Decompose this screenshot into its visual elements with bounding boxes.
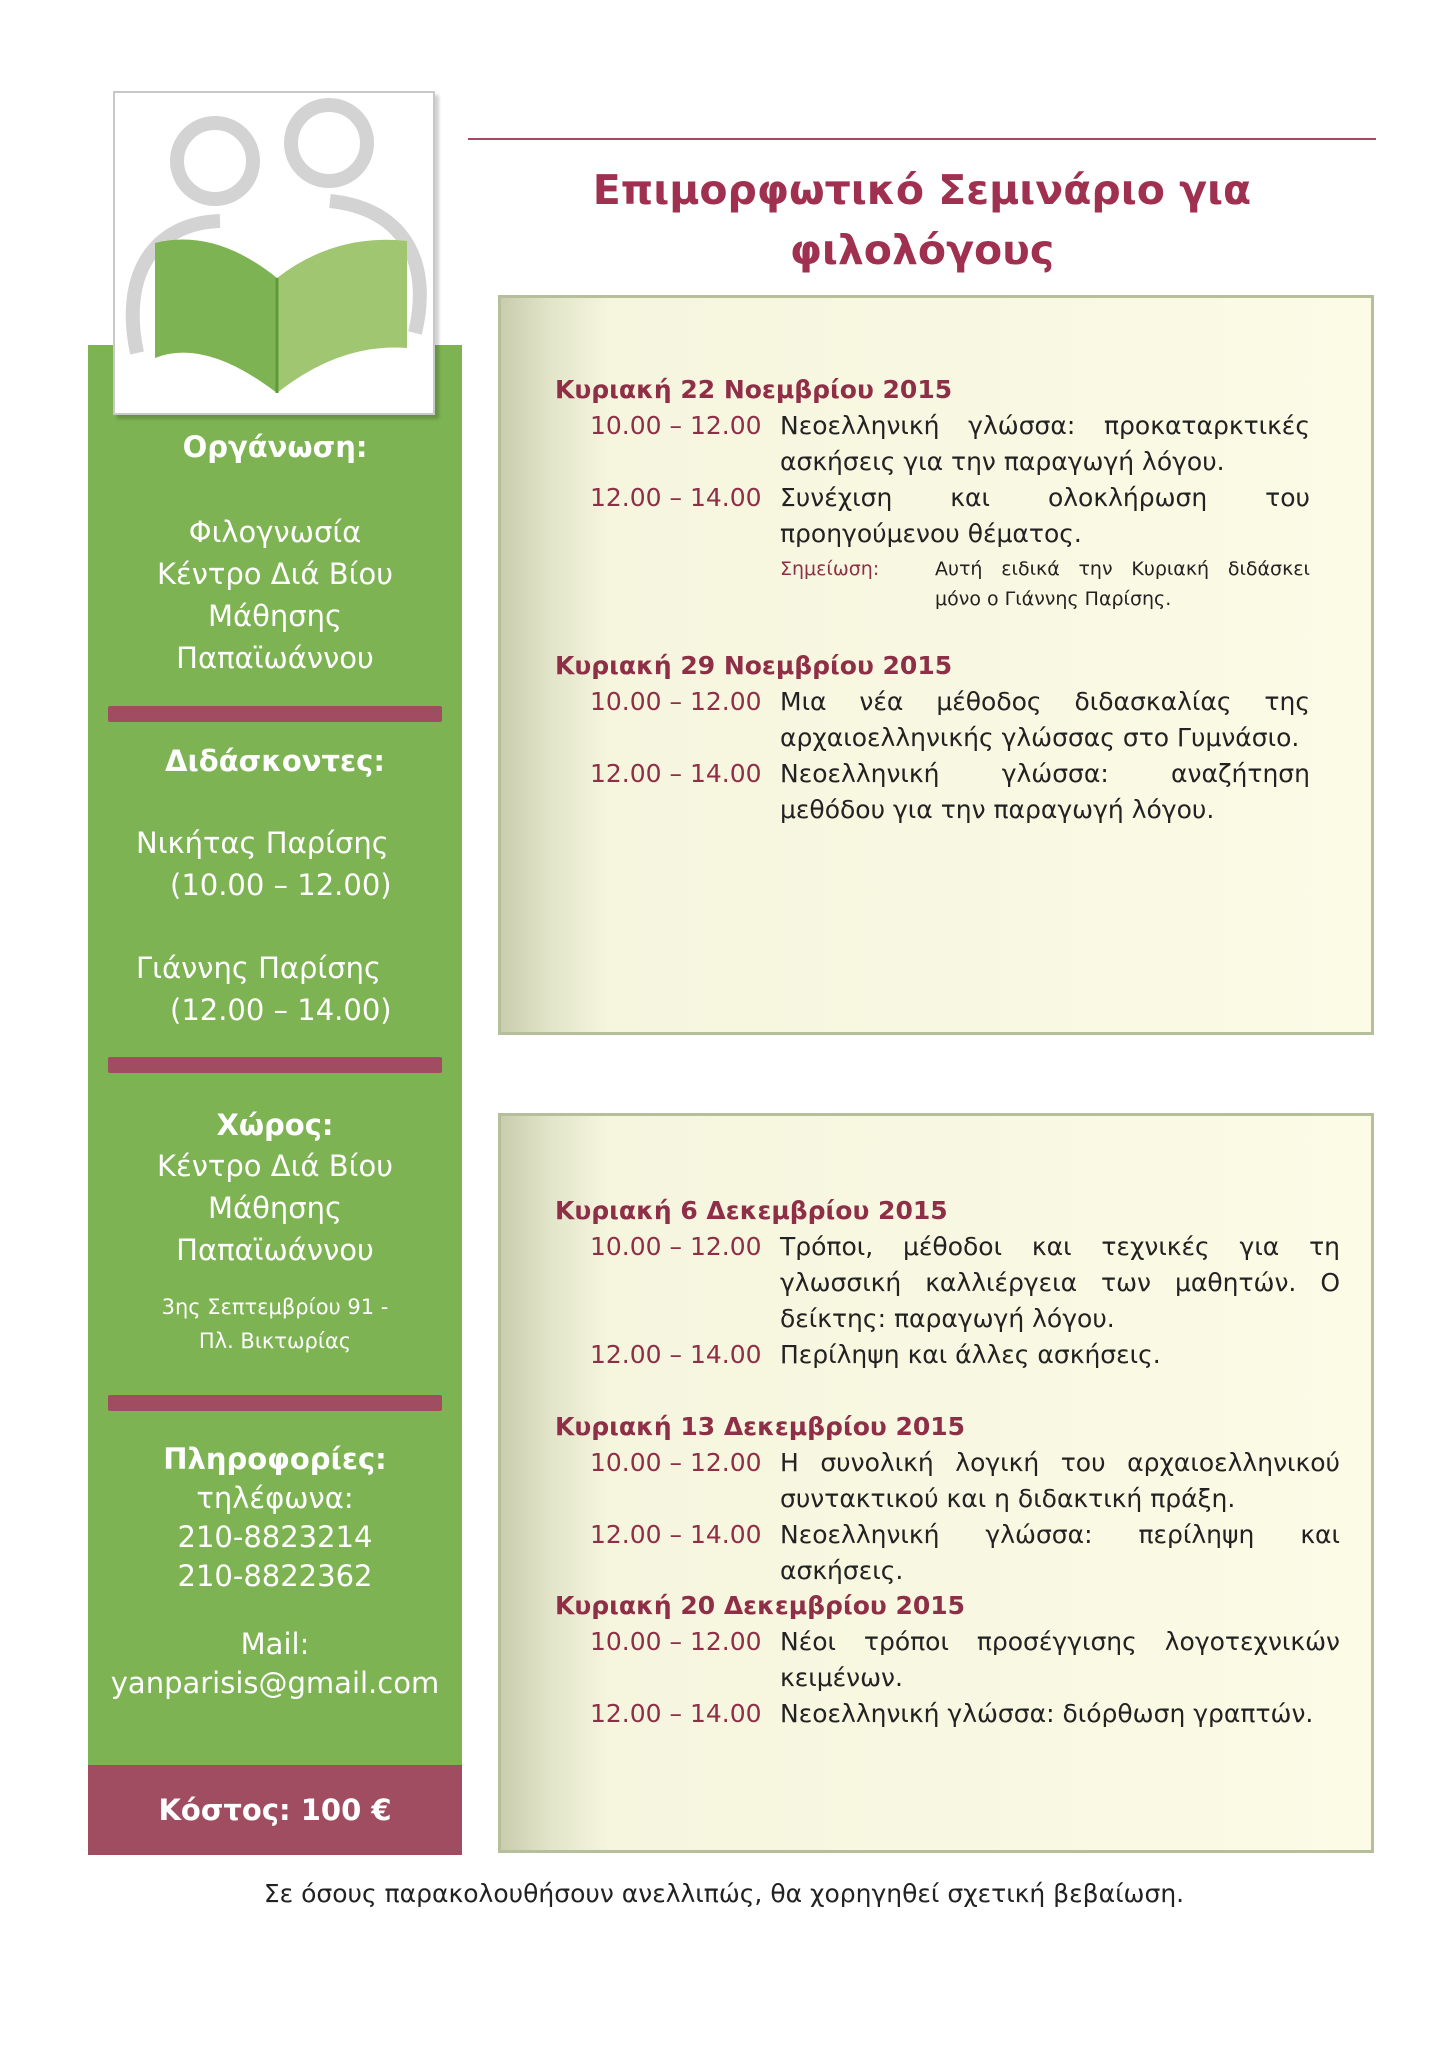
sidebar-divider (108, 1057, 442, 1073)
schedule-day: Κυριακή 29 Νοεμβρίου 2015 (555, 651, 953, 680)
title-rule (468, 138, 1376, 140)
page-title: Επιμορφωτικό Σεμινάριο για φιλολόγους (592, 166, 1252, 274)
phone-number[interactable]: 210-8823214 (177, 1520, 373, 1554)
organization-name (88, 511, 462, 679)
slot-time: 10.00 – 12.00 (590, 1627, 762, 1656)
organization-line: Φιλογνωσία (188, 515, 362, 549)
slot-topic: Νεοελληνική γλώσσα: περίληψη και ασκήσεις. (780, 1520, 1340, 1585)
certificate-note: Σε όσους παρακολουθήσουν ανελλιπώς, θα χορηγηθεί σχετική βεβαίωση. (263, 1879, 1185, 1908)
schedule-day: Κυριακή 22 Νοεμβρίου 2015 (555, 375, 953, 404)
teacher-hours: (10.00 – 12.00) (170, 868, 392, 902)
slot-time: 10.00 – 12.00 (590, 687, 762, 716)
schedule-day: Κυριακή 13 Δεκεμβρίου 2015 (555, 1412, 966, 1441)
teacher-hours: (12.00 – 14.00) (170, 993, 392, 1027)
teacher-name: Γιάννης Παρίσης (136, 951, 382, 985)
mail-address[interactable]: yanparisis@gmail.com (110, 1666, 440, 1700)
sidebar-divider (108, 1395, 442, 1411)
slot-topic: Η συνολική λογική του αρχαιοελληνικού συντακτικού και η διδακτική πράξη. (780, 1448, 1340, 1513)
slot-time: 10.00 – 12.00 (590, 1448, 762, 1477)
teachers-heading: Διδάσκοντες: (165, 744, 385, 778)
note-text: Αυτή ειδικά την Κυριακή διδάσκει μόνο ο Γιάννης Παρίσης. (935, 558, 1310, 610)
info-heading: Πληροφορίες: (163, 1442, 387, 1476)
slot-topic: Νέοι τρόποι προσέγγισης λογοτεχνικών κειμένων. (780, 1627, 1340, 1692)
mail-section (88, 1625, 462, 1703)
venue-line: Παπαϊωάννου (176, 1233, 374, 1267)
people-reading-book-icon (113, 91, 435, 415)
slot-time: 12.00 – 14.00 (590, 1699, 762, 1728)
slot-time: 10.00 – 12.00 (590, 411, 762, 440)
info-section (88, 1439, 462, 1596)
note-label: Σημείωση: (780, 558, 880, 580)
slot-topic: Συνέχιση και ολοκλήρωση του προηγούμενου θέματος. (780, 483, 1310, 548)
phones-label: τηλέφωνα: (196, 1481, 354, 1515)
slot-topic: Νεοελληνική γλώσσα: προκαταρκτικές ασκήσεις για την παραγωγή λόγου. (780, 411, 1310, 476)
sidebar-divider (108, 706, 442, 722)
slot-topic: Τρόποι, μέθοδοι και τεχνικές για τη γλωσσική καλλιέργεια των μαθητών. Ο δείκτης: παραγωγή λόγου. (780, 1232, 1340, 1333)
schedule-day: Κυριακή 6 Δεκεμβρίου 2015 (555, 1196, 948, 1225)
teachers-section (88, 741, 462, 781)
address-line: Πλ. Βικτωρίας (198, 1329, 352, 1353)
venue-address (88, 1290, 462, 1358)
slot-topic: Μια νέα μέθοδος διδασκαλίας της αρχαιοελληνικής γλώσσας στο Γυμνάσιο. (780, 687, 1310, 752)
slot-time: 10.00 – 12.00 (590, 1232, 762, 1261)
sidebar (88, 345, 462, 1765)
venue-line: Μάθησης (207, 1191, 343, 1225)
organization-line: Κέντρο Διά Βίου (157, 557, 393, 591)
organization-heading: Οργάνωση: (182, 430, 368, 464)
organization-line: Παπαϊωάννου (176, 641, 374, 675)
organization-section (88, 427, 462, 467)
slot-time: 12.00 – 14.00 (590, 483, 762, 512)
address-line: 3ης Σεπτεμβρίου 91 - (161, 1295, 389, 1319)
teacher-entry (136, 822, 392, 906)
slot-time: 12.00 – 14.00 (590, 759, 762, 788)
teacher-name: Νικήτας Παρίσης (136, 826, 389, 860)
phone-number[interactable]: 210-8822362 (177, 1559, 373, 1593)
organization-line: Μάθησης (207, 599, 343, 633)
slot-topic: Περίληψη και άλλες ασκήσεις. (780, 1340, 1161, 1369)
slot-time: 12.00 – 14.00 (590, 1520, 762, 1549)
venue-heading: Χώρος: (216, 1108, 334, 1142)
teacher-entry (136, 947, 392, 1031)
venue-section (88, 1105, 462, 1271)
mail-label: Mail: (240, 1627, 310, 1661)
slot-topic: Νεοελληνική γλώσσα: διόρθωση γραπτών. (780, 1699, 1314, 1728)
schedule-day: Κυριακή 20 Δεκεμβρίου 2015 (555, 1591, 966, 1620)
venue-line: Κέντρο Διά Βίου (157, 1149, 393, 1183)
cost-badge: Κόστος: 100 € (88, 1765, 462, 1855)
slot-topic: Νεοελληνική γλώσσα: αναζήτηση μεθόδου για την παραγωγή λόγου. (780, 759, 1310, 824)
slot-time: 12.00 – 14.00 (590, 1340, 762, 1369)
